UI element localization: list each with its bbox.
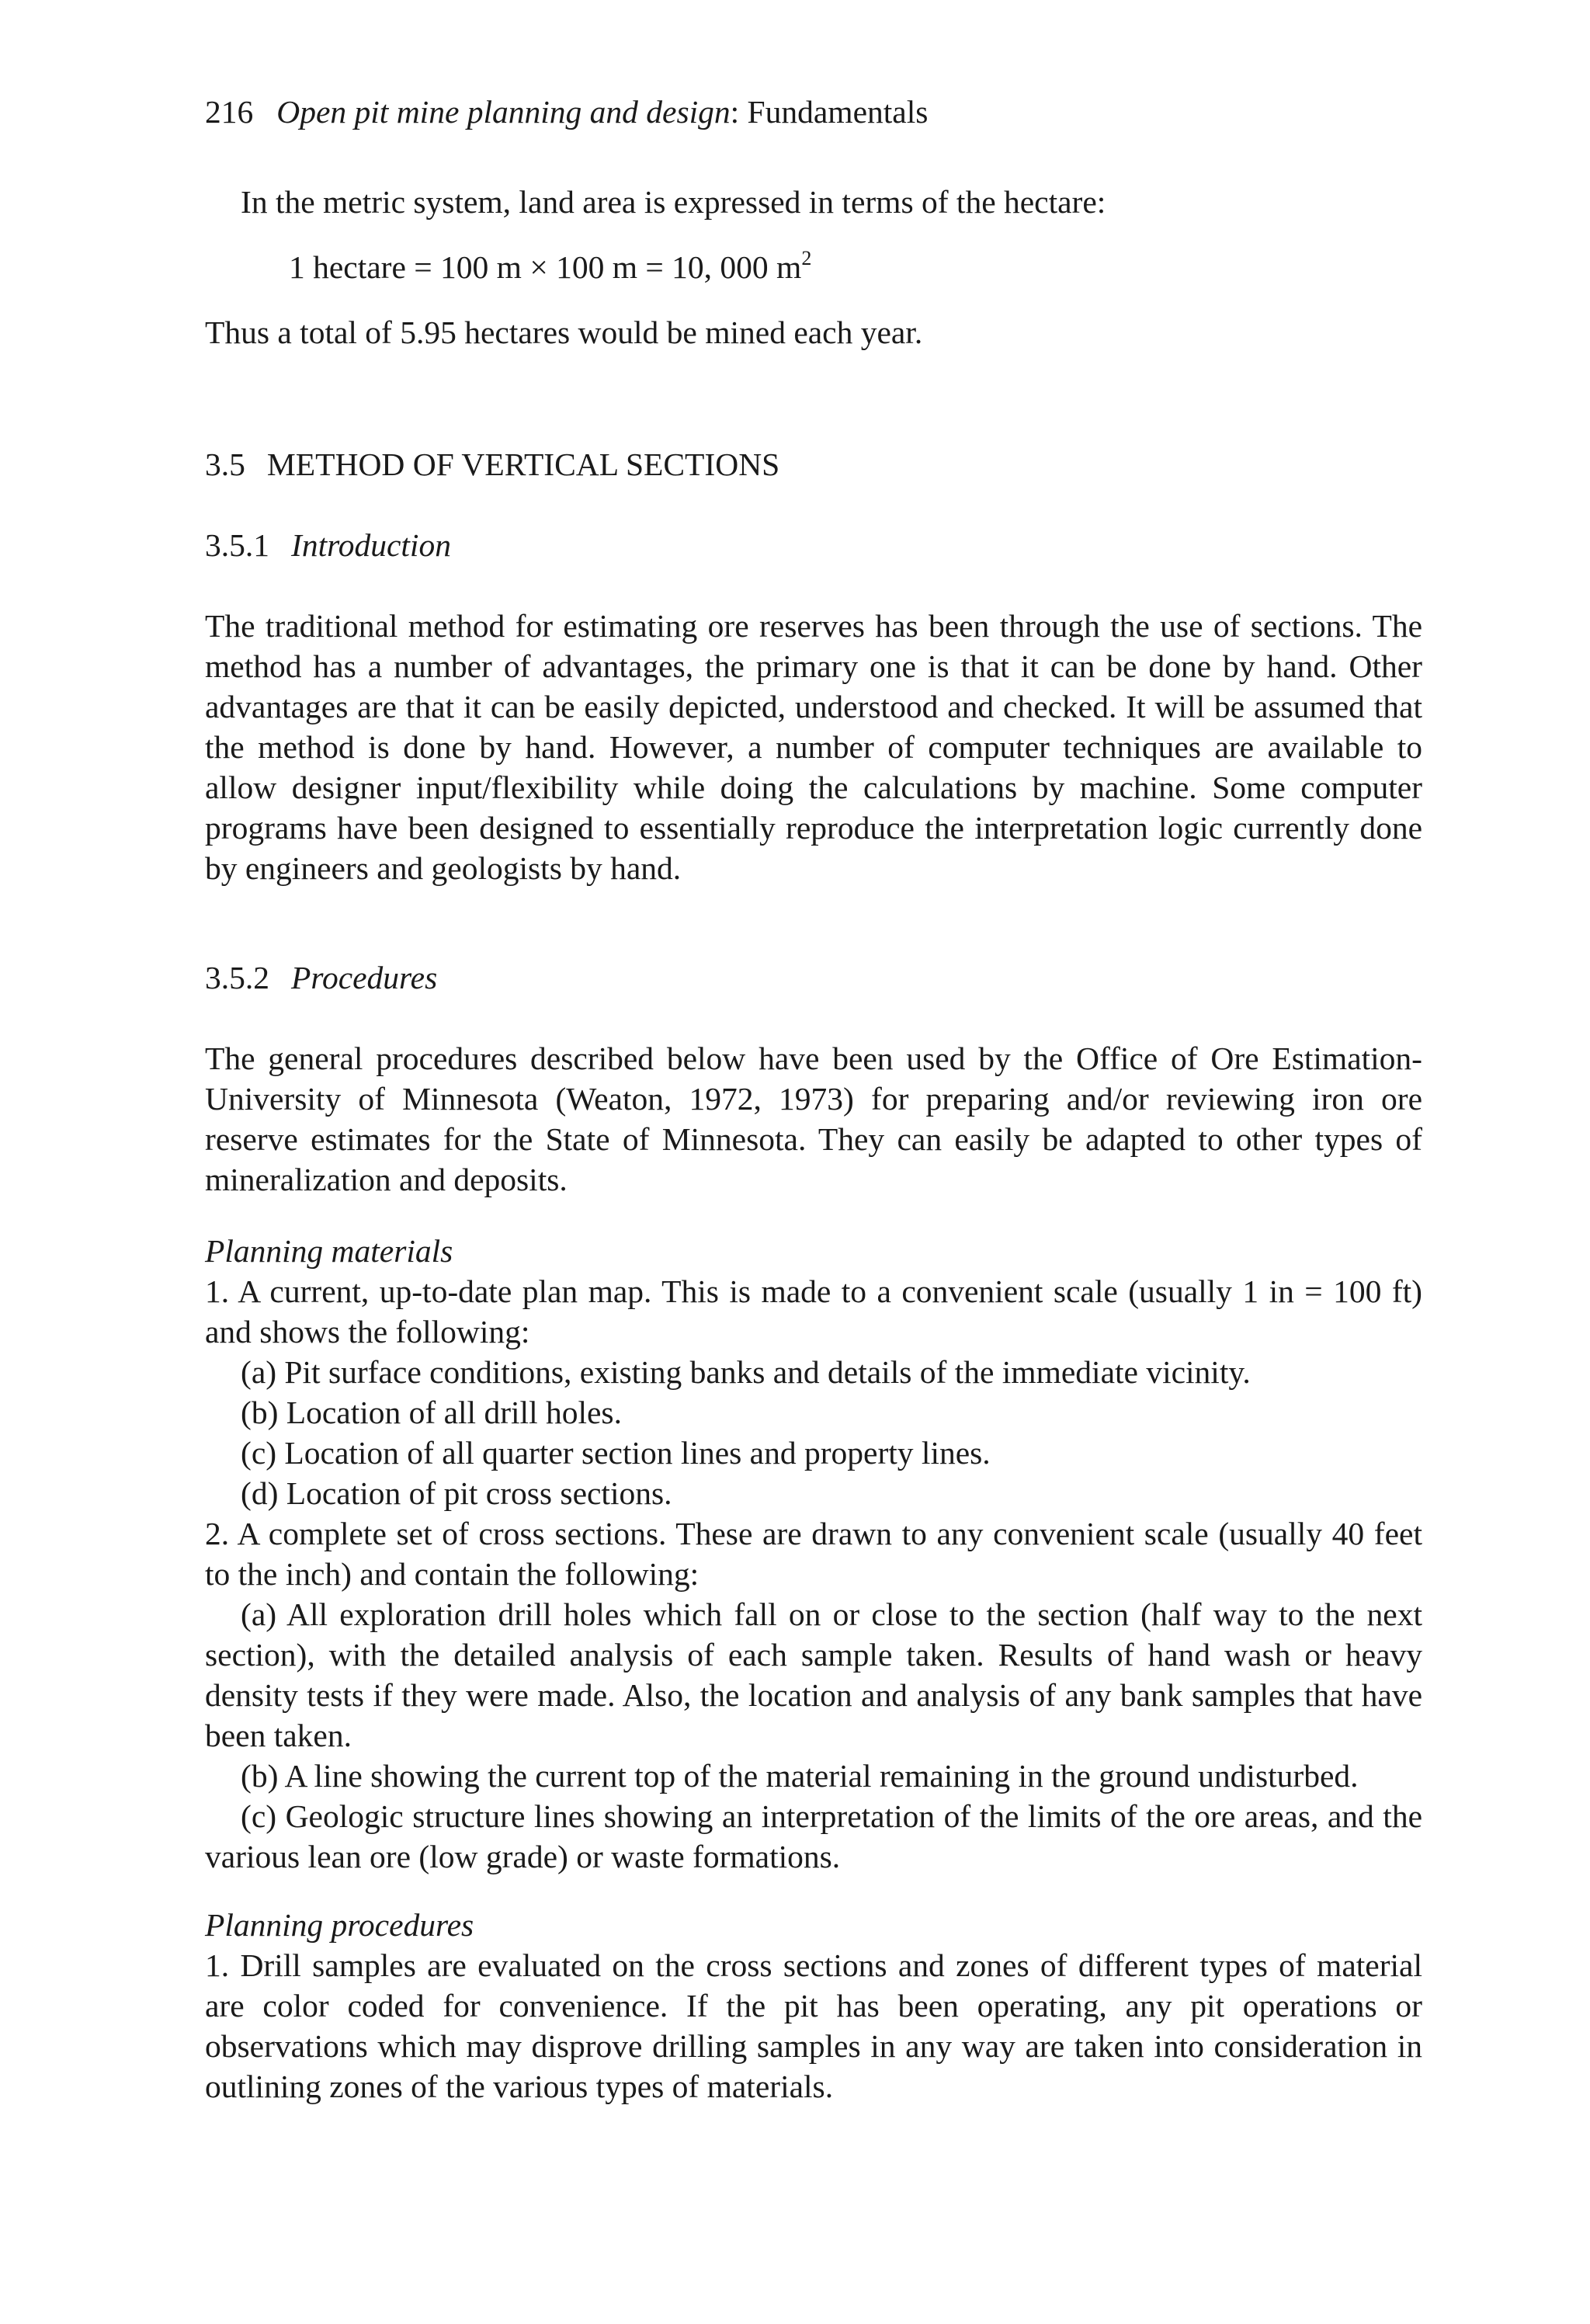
- subsection-procedures-heading: [205, 957, 1422, 998]
- book-title: Open pit mine planning and design: [276, 94, 731, 130]
- section-heading: [205, 444, 1422, 485]
- subsection-number: 3.5.1: [205, 527, 269, 563]
- materials-item-1c: (c) Location of all quarter section lines and property lines.: [241, 1435, 991, 1471]
- planning-procedures-heading: Planning procedures: [205, 1907, 474, 1943]
- subsection-title: Introduction: [291, 527, 451, 563]
- running-header: [205, 92, 1422, 132]
- hectare-total: Thus a total of 5.95 hectares would be mined each year.: [205, 314, 923, 350]
- hectare-intro: In the metric system, land area is expressed in terms of the hectare:: [241, 184, 1106, 220]
- materials-item-1b: (b) Location of all drill holes.: [241, 1395, 622, 1430]
- subsection-introduction-heading: [205, 525, 1422, 565]
- materials-item-1a: (a) Pit surface conditions, existing banks and details of the immediate vicinity.: [241, 1354, 1251, 1390]
- materials-item-2a: (a) All exploration drill holes which fall on or close to the section (half way to the next section), with the detailed analysis of each sample taken. Results of hand wash or heavy density tests if they were made. Also, the location and analysis of any bank samples that have been taken.: [205, 1596, 1422, 1753]
- introduction-paragraph: The traditional method for estimating ore reserves has been through the use of sections. The method has a number of advantages, the primary one is that it can be done by hand. Other advantages are that it can be easily depicted, understood and checked. It will be assumed that the method is done by hand. However, a number of computer techniques are available to allow designer input/flexibility while doing the calculations by machine. Some computer programs have been designed to essentially reproduce the interpretation logic currently done by engineers and geologists by hand.: [205, 608, 1422, 886]
- planning-materials-heading: Planning materials: [205, 1233, 453, 1269]
- hectare-equation: [289, 247, 1422, 287]
- materials-item-1d: (d) Location of pit cross sections.: [241, 1475, 672, 1511]
- page: [205, 92, 1422, 2107]
- book-subtitle: : Fundamentals: [730, 94, 929, 130]
- subsection-number: 3.5.2: [205, 960, 269, 995]
- materials-item-2: 2. A complete set of cross sections. These are drawn to any convenient scale (usually 40 feet to the inch) and contain the following:: [205, 1516, 1422, 1592]
- materials-item-2c: (c) Geologic structure lines showing an interpretation of the limits of the ore areas, and the various lean ore (low grade) or waste formations.: [205, 1798, 1422, 1874]
- procedures-paragraph: The general procedures described below have been used by the Office of Ore Estimation-University of Minnesota (Weaton, 1972, 1973) for preparing and/or reviewing iron ore reserve estimates for the State of Minnesota. They can easily be adapted to other types of mineralization and deposits.: [205, 1040, 1422, 1197]
- equation-exponent: 2: [801, 247, 812, 270]
- materials-item-2b: (b) A line showing the current top of the material remaining in the ground undisturbed.: [241, 1758, 1359, 1794]
- section-number: 3.5: [205, 446, 245, 482]
- section-title: METHOD OF VERTICAL SECTIONS: [266, 446, 780, 482]
- procedures-item-1: 1. Drill samples are evaluated on the cross sections and zones of different types of material are color coded for convenience. If the pit has been operating, any pit operations or observations which may disprove drilling samples in any way are taken into consideration in outlining zones of the various types of materials.: [205, 1947, 1422, 2104]
- materials-item-1: 1. A current, up-to-date plan map. This is made to a convenient scale (usually 1 in = 100 ft) and shows the following:: [205, 1273, 1422, 1350]
- subsection-title: Procedures: [291, 960, 438, 995]
- equation-text: 1 hectare = 100 m × 100 m = 10, 000 m: [289, 249, 802, 285]
- page-number: 216: [205, 94, 254, 130]
